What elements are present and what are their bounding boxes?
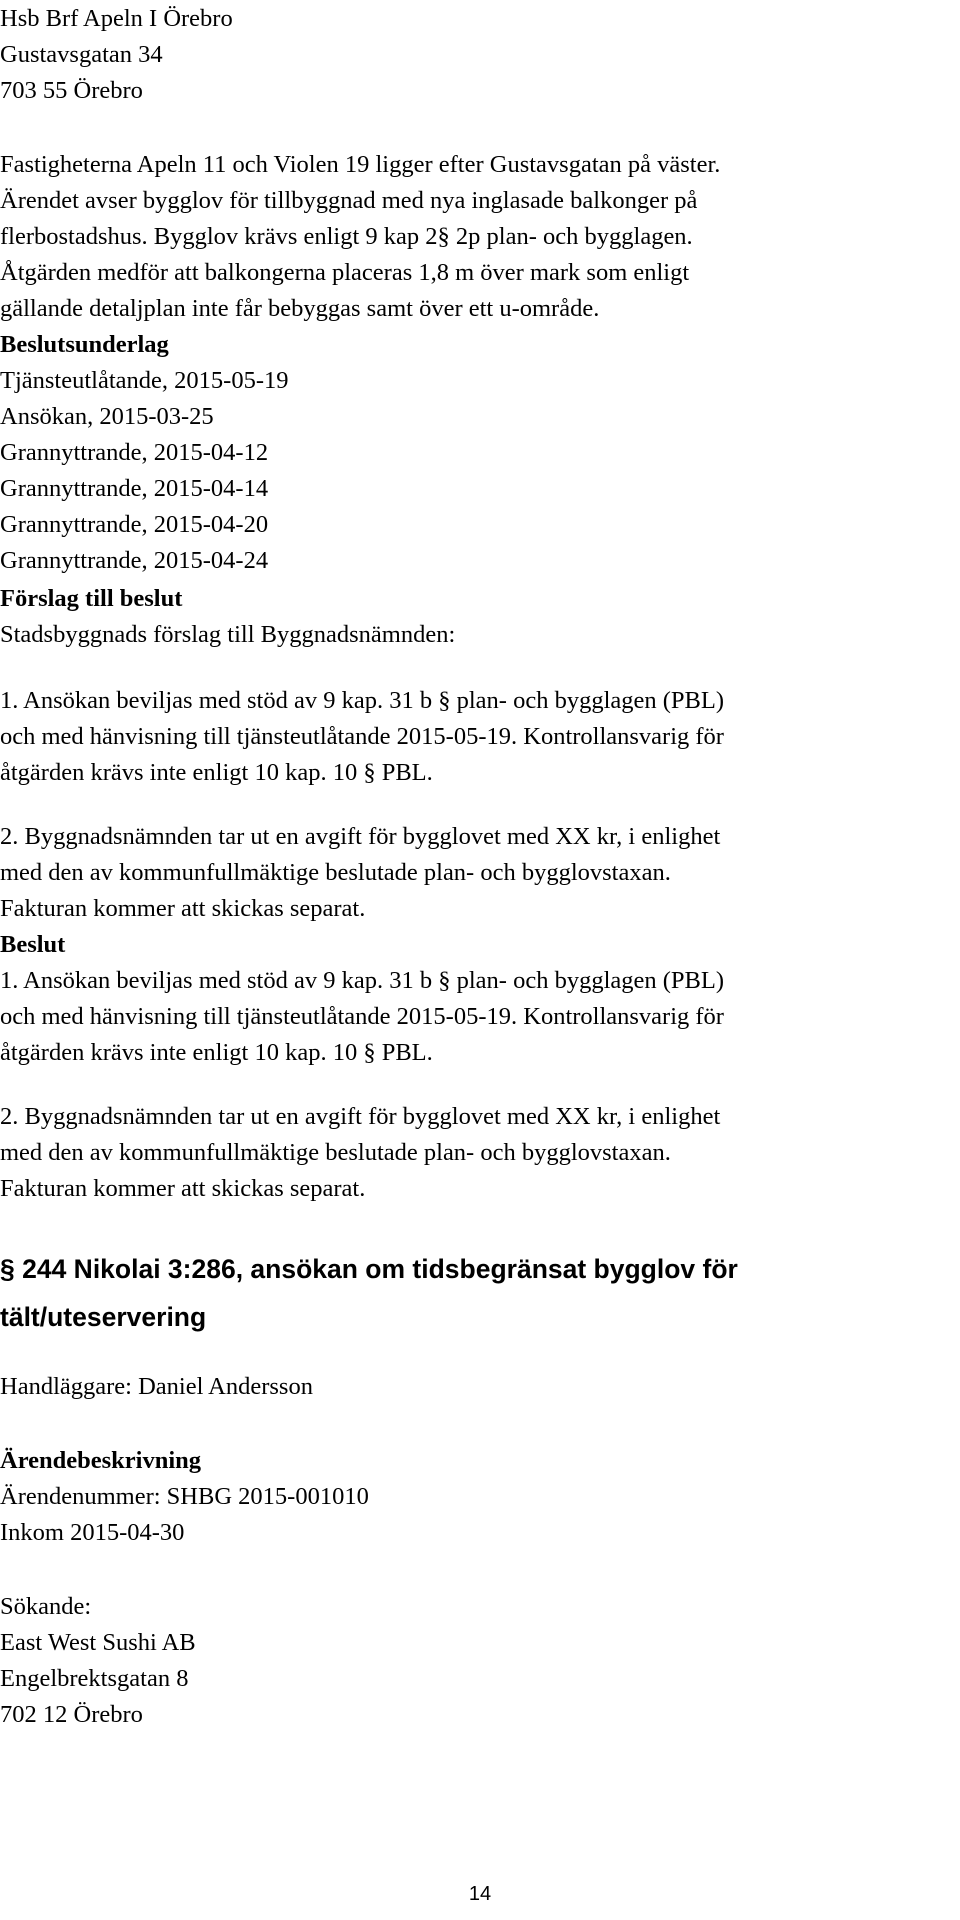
beslut-point-2-line: med den av kommunfullmäktige beslutade plan- och bygglovstaxan. xyxy=(0,1139,671,1166)
beslutsunderlag-item: Ansökan, 2015-03-25 xyxy=(0,403,214,430)
forslag-point-2-line: 2. Byggnadsnämnden tar ut en avgift för bygglovet med XX kr, i enlighet xyxy=(0,823,721,850)
forslag-intro: Stadsbyggnads förslag till Byggnadsnämnden: xyxy=(0,621,456,648)
beslutsunderlag-item: Grannyttrande, 2015-04-14 xyxy=(0,475,269,502)
forslag-point-2-line: Fakturan kommer att skickas separat. xyxy=(0,895,366,922)
inkom-date: Inkom 2015-04-30 xyxy=(0,1519,185,1546)
beslut-point-1-line: och med hänvisning till tjänsteutlåtande 2015-05-19. Kontrollansvarig för xyxy=(0,1003,724,1030)
description-line: Ärendet avser bygglov för tillbyggnad med nya inglasade balkonger på xyxy=(0,187,698,214)
forslag-heading: Förslag till beslut xyxy=(0,585,183,612)
beslut-point-2-line: Fakturan kommer att skickas separat. xyxy=(0,1175,366,1202)
case-title-line-1: § 244 Nikolai 3:286, ansökan om tidsbegränsat bygglov för xyxy=(0,1254,738,1284)
beslut-point-2-line: 2. Byggnadsnämnden tar ut en avgift för bygglovet med XX kr, i enlighet xyxy=(0,1103,721,1130)
page-number: 14 xyxy=(468,1883,492,1905)
handlaggare: Handläggare: Daniel Andersson xyxy=(0,1373,313,1400)
beslut-point-1-line: åtgärden krävs inte enligt 10 kap. 10 § PBL. xyxy=(0,1039,433,1066)
case-title-line-2: tält/uteservering xyxy=(0,1302,207,1332)
description-line: Åtgärden medför att balkongerna placeras 1,8 m över mark som enligt xyxy=(0,259,690,286)
description-line: flerbostadshus. Bygglov krävs enligt 9 kap 2§ 2p plan- och bygglagen. xyxy=(0,223,693,250)
address-line-2: Gustavsgatan 34 xyxy=(0,41,163,68)
description-line: gällande detaljplan inte får bebyggas samt över ett u-område. xyxy=(0,295,600,322)
forslag-point-1-line: 1. Ansökan beviljas med stöd av 9 kap. 31 b § plan- och bygglagen (PBL) xyxy=(0,687,724,714)
beslut-point-1-line: 1. Ansökan beviljas med stöd av 9 kap. 31 b § plan- och bygglagen (PBL) xyxy=(0,967,724,994)
forslag-point-2-line: med den av kommunfullmäktige beslutade plan- och bygglovstaxan. xyxy=(0,859,671,886)
address-line-3: 703 55 Örebro xyxy=(0,77,143,104)
beslut-heading: Beslut xyxy=(0,931,66,958)
forslag-point-1-line: och med hänvisning till tjänsteutlåtande 2015-05-19. Kontrollansvarig för xyxy=(0,723,724,750)
forslag-point-1-line: åtgärden krävs inte enligt 10 kap. 10 § PBL. xyxy=(0,759,433,786)
beslutsunderlag-item: Grannyttrande, 2015-04-20 xyxy=(0,511,269,538)
sokande-label: Sökande: xyxy=(0,1593,92,1620)
description-line: Fastigheterna Apeln 11 och Violen 19 ligger efter Gustavsgatan på väster. xyxy=(0,151,721,178)
address-line-1: Hsb Brf Apeln I Örebro xyxy=(0,5,233,32)
arendenummer: Ärendenummer: SHBG 2015-001010 xyxy=(0,1483,369,1510)
sokande-name: East West Sushi AB xyxy=(0,1629,196,1656)
arendebeskrivning-heading: Ärendebeskrivning xyxy=(0,1447,202,1474)
beslutsunderlag-item: Grannyttrande, 2015-04-12 xyxy=(0,439,269,466)
sokande-street: Engelbrektsgatan 8 xyxy=(0,1665,189,1692)
beslutsunderlag-heading: Beslutsunderlag xyxy=(0,331,169,358)
sokande-city: 702 12 Örebro xyxy=(0,1701,143,1728)
beslutsunderlag-item: Grannyttrande, 2015-04-24 xyxy=(0,547,269,574)
beslutsunderlag-item: Tjänsteutlåtande, 2015-05-19 xyxy=(0,367,289,394)
